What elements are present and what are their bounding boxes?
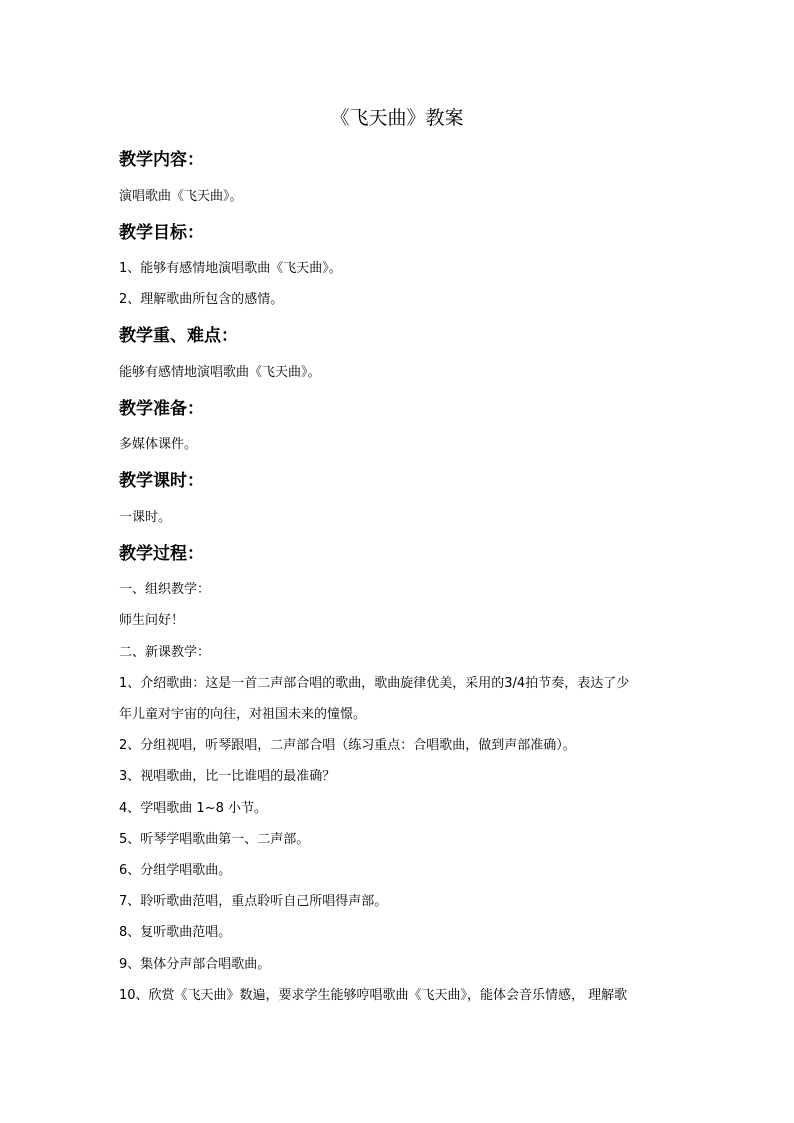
process-line-14: 10、欣赏《飞天曲》数遍，要求学生能够哼唱歌曲《飞天曲》，能体会音乐情感， 理解歌 bbox=[119, 988, 628, 1003]
process-line-9: 5、听琴学唱歌曲第一、二声部。 bbox=[119, 832, 310, 847]
process-line-12: 8、复听歌曲范唱。 bbox=[119, 925, 232, 940]
heading-teaching-content: 教学内容： bbox=[119, 150, 204, 170]
process-line-1: 一、组织教学： bbox=[119, 582, 211, 597]
process-line-7: 3、视唱歌曲，比一比谁唱的最准确？ bbox=[119, 769, 336, 784]
process-line-5: 年儿童对宇宙的向往，对祖国未来的憧憬。 bbox=[119, 707, 367, 722]
process-line-13: 9、集体分声部合唱歌曲。 bbox=[119, 957, 271, 972]
heading-teaching-goals: 教学目标： bbox=[119, 223, 204, 243]
key-points-line-1: 能够有感情地演唱歌曲《飞天曲》。 bbox=[119, 365, 321, 380]
process-line-8: 4、学唱歌曲 1~8 小节。 bbox=[119, 801, 267, 816]
document-title: 《飞天曲》教案 bbox=[330, 107, 464, 129]
heading-preparation: 教学准备： bbox=[119, 399, 204, 419]
heading-class-hours: 教学课时： bbox=[119, 471, 204, 491]
goals-line-1: 1、能够有感情地演唱歌曲《飞天曲》。 bbox=[119, 261, 342, 276]
hours-line-1: 一课时。 bbox=[119, 510, 172, 525]
process-line-10: 6、分组学唱歌曲。 bbox=[119, 863, 232, 878]
process-line-11: 7、聆听歌曲范唱，重点聆听自己所唱得声部。 bbox=[119, 894, 388, 909]
process-line-4: 1、介绍歌曲：这是一首二声部合唱的歌曲，歌曲旋律优美，采用的3/4拍节奏，表达了少 bbox=[119, 676, 630, 691]
process-line-6: 2、分组视唱，听琴跟唱，二声部合唱（练习重点：合唱歌曲，做到声部准确）。 bbox=[119, 738, 576, 753]
preparation-line-1: 多媒体课件。 bbox=[119, 437, 198, 452]
heading-teaching-process: 教学过程： bbox=[119, 544, 204, 564]
goals-line-2: 2、理解歌曲所包含的感情。 bbox=[119, 292, 284, 307]
process-line-2: 师生问好！ bbox=[119, 613, 185, 628]
process-line-3: 二、新课教学： bbox=[119, 645, 211, 660]
content-line-1: 演唱歌曲《飞天曲》。 bbox=[119, 189, 243, 204]
heading-key-points: 教学重、难点： bbox=[119, 326, 238, 346]
